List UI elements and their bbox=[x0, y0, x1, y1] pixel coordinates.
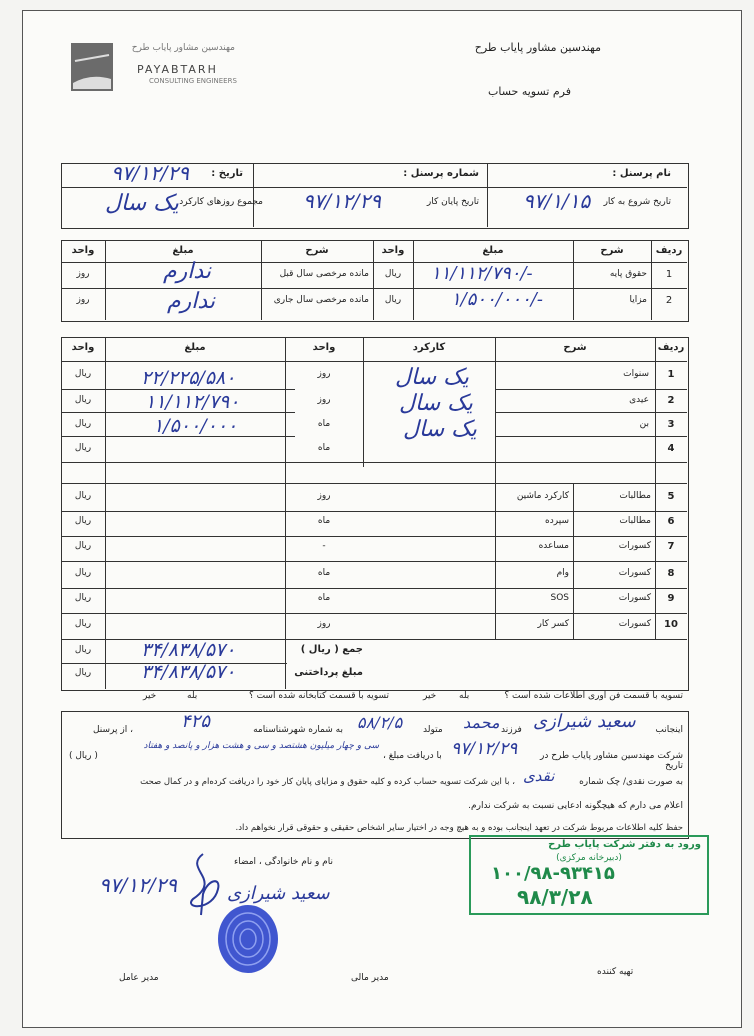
t1-header-amount: مبلغ bbox=[482, 245, 504, 256]
t2-row8-n: 8 bbox=[667, 568, 675, 579]
date-label: تاریخ : bbox=[211, 168, 243, 179]
t2-row9-sub: SOS bbox=[550, 593, 569, 603]
logo-sub: CONSULTING ENGINEERS bbox=[149, 77, 237, 85]
t2-row1-desc: سنوات bbox=[623, 369, 649, 379]
t2-row10-unit2: ریال bbox=[74, 619, 92, 629]
t2-header-desc: شرح bbox=[563, 342, 587, 353]
decl-l3-a: به صورت نقدی/ چک شماره bbox=[579, 777, 683, 787]
decl-l1-e: ، از پرسنل bbox=[92, 725, 133, 735]
payable-unit: ریال bbox=[74, 668, 92, 678]
footer-ceo: مدیر عامل bbox=[119, 973, 159, 983]
t1-row2-n: 2 bbox=[665, 295, 673, 306]
t2-row2-n: 2 bbox=[667, 395, 675, 406]
decl-l3-hw: نقدی bbox=[523, 767, 555, 785]
t2-row3-n: 3 bbox=[667, 419, 675, 430]
t2-row6-unit2: ریال bbox=[74, 516, 92, 526]
decl-name-hw: سعید شیرازی bbox=[533, 711, 636, 732]
logo-mark-icon bbox=[71, 43, 113, 91]
t2-row10-unit: روز bbox=[317, 619, 331, 629]
q2-yes[interactable]: بله bbox=[187, 691, 198, 701]
end-value: ۹۷/۱۲/۲۹ bbox=[303, 189, 381, 213]
t2-header-work: کارکرد bbox=[412, 342, 446, 353]
settlement-form bbox=[22, 10, 742, 1028]
t1-row1-desc2: مانده مرخصی سال قبل bbox=[279, 269, 369, 279]
t2-row8-sub: وام bbox=[556, 568, 569, 578]
t2-row7-sub: مساعده bbox=[538, 541, 569, 551]
logo-fa: مهندسین مشاور پایاب طرح bbox=[131, 43, 235, 53]
t2-row5-desc: مطالبات bbox=[619, 491, 651, 501]
start-value: ۹۷/۱/۱۵ bbox=[523, 189, 591, 213]
stamp-number: ۱۰۰/۹۸-۹۳۴۱۵ bbox=[491, 863, 615, 884]
t1-row2-amount: ۱/۵۰۰/۰۰۰/- bbox=[451, 289, 543, 310]
total-label: جمع ( ریال ) bbox=[300, 644, 363, 655]
t1-row1-amount2: ندارم bbox=[163, 259, 212, 284]
t2-row2-amount: ۱۱/۱۱۲/۷۹۰ bbox=[145, 391, 240, 413]
t2-header-row: ردیف bbox=[657, 342, 685, 353]
t2-row5-n: 5 bbox=[667, 491, 675, 502]
t2-row6-unit: ماه bbox=[317, 516, 331, 526]
decl-l5: حفظ کلیه اطلاعات مربوط شرکت در تعهد اینجانب بوده و به هیچ وجه در اختیار سایر اشخاص حقیقی و حقوقی قرار نخواهم داد. bbox=[235, 823, 683, 833]
personnel-no-label: شماره پرسنل : bbox=[403, 168, 479, 179]
t2-header-unit2: واحد bbox=[71, 342, 95, 353]
decl-l2-b: ، با دریافت مبلغ bbox=[383, 751, 442, 761]
reception-stamp bbox=[469, 835, 709, 915]
total-days-value: یک سال bbox=[105, 191, 179, 216]
t2-row3-unit2: ریال bbox=[74, 419, 92, 429]
t2-row8-desc: کسورات bbox=[618, 568, 651, 578]
t2-row1-n: 1 bbox=[667, 369, 675, 380]
t2-row5-unit: روز bbox=[317, 491, 331, 501]
decl-l2-c: ( ریال ) bbox=[69, 751, 98, 761]
t2-row1-work: یک سال bbox=[395, 365, 469, 390]
stamp-sub: (دبیرخانه مرکزی) bbox=[556, 853, 622, 863]
t2-row6-desc: مطالبات bbox=[619, 516, 651, 526]
payable-value: ۳۴/۸۳۸/۵۷۰ bbox=[141, 661, 236, 683]
sign-label: نام و نام خانوادگی ، امضاء bbox=[233, 857, 333, 867]
t1-row1-unit2: روز bbox=[76, 269, 90, 279]
t2-row5-sub: کارکرد ماشین bbox=[516, 491, 569, 501]
t2-row10-desc: کسورات bbox=[618, 619, 651, 629]
t2-row7-desc: کسورات bbox=[618, 541, 651, 551]
q1-no[interactable]: خیر bbox=[423, 691, 437, 701]
stamp-title: ورود به دفتر شرکت پایاب طرح bbox=[548, 839, 701, 850]
t2-row1-unit: روز bbox=[317, 369, 331, 379]
decl-l4: اعلام می دارم که هیچگونه ادعایی نسبت به شرکت ندارم. bbox=[468, 801, 683, 811]
t2-row7-n: 7 bbox=[667, 541, 675, 552]
date-value: ۹۷/۱۲/۲۹ bbox=[111, 161, 189, 185]
q1-text: تسویه با قسمت فن اوری اطلاعات شده است ؟ bbox=[504, 691, 683, 701]
t2-row2-work: یک سال bbox=[399, 391, 473, 416]
name-label: نام پرسنل : bbox=[612, 168, 671, 179]
t1-header-unit2: واحد bbox=[71, 245, 95, 256]
t2-row4-n: 4 bbox=[667, 443, 675, 454]
t1-row2-unit2: روز bbox=[76, 295, 90, 305]
sign-date-hw: ۹۷/۱۲/۲۹ bbox=[99, 873, 177, 897]
decl-l2-date-hw: ۹۷/۱۲/۲۹ bbox=[451, 739, 518, 759]
t2-row3-unit: ماه bbox=[317, 419, 331, 429]
t2-row4-unit: ماه bbox=[317, 443, 331, 453]
t2-row9-desc: کسورات bbox=[618, 593, 651, 603]
company-logo bbox=[71, 39, 261, 99]
payable-label: مبلغ پرداختنی bbox=[294, 667, 363, 678]
t2-row3-work: یک سال bbox=[403, 417, 477, 442]
sign-name-hw: سعید شیرازی bbox=[227, 883, 330, 904]
t2-header-unit: واحد bbox=[312, 342, 336, 353]
t2-row2-unit2: ریال bbox=[74, 395, 92, 405]
t2-row3-amount: ۱/۵۰۰/۰۰۰ bbox=[153, 415, 238, 437]
decl-father-hw: محمد bbox=[463, 713, 500, 732]
t1-row2-desc2: مانده مرخصی سال جاری bbox=[273, 295, 369, 305]
t1-row1-n: 1 bbox=[665, 269, 673, 280]
footer-finance: مدیر مالی bbox=[351, 973, 389, 983]
form-title: فرم تسویه حساب bbox=[488, 85, 571, 98]
t1-row2-amount2: ندارم bbox=[167, 289, 216, 314]
decl-l1-b: فرزند bbox=[501, 725, 522, 735]
company-name: مهندسین مشاور پایاب طرح bbox=[474, 41, 601, 54]
q2-text: تسویه با قسمت کتابخانه شده است ؟ bbox=[248, 691, 389, 701]
t1-row1-unit: ریال bbox=[384, 269, 402, 279]
decl-l1-d: به شماره شهرشناسنامه bbox=[253, 725, 343, 735]
stamp-date: ۹۸/۳/۲۸ bbox=[517, 885, 593, 909]
t2-row1-unit2: ریال bbox=[74, 369, 92, 379]
q1-yes[interactable]: بله bbox=[459, 691, 470, 701]
t1-row1-desc: حقوق پایه bbox=[609, 269, 647, 279]
t1-header-row: ردیف bbox=[655, 245, 683, 256]
start-label: تاریخ شروع به کار bbox=[603, 197, 671, 207]
t2-row9-unit: ماه bbox=[317, 593, 331, 603]
q2-no[interactable]: خیر bbox=[143, 691, 157, 701]
t2-row5-unit2: ریال bbox=[74, 491, 92, 501]
t1-row2-unit: ریال bbox=[384, 295, 402, 305]
decl-l2-amount-hw: سی و چهار میلیون هشتصد و سی و هشت هزار و پانصد و هفتاد bbox=[143, 741, 379, 751]
t2-row8-unit: ماه bbox=[317, 568, 331, 578]
t2-row8-unit2: ریال bbox=[74, 568, 92, 578]
t2-row2-unit: روز bbox=[317, 395, 331, 405]
footer-preparer: تهیه کننده bbox=[597, 967, 634, 977]
t1-header-desc: شرح bbox=[600, 245, 624, 256]
total-value: ۳۴/۸۳۸/۵۷۰ bbox=[141, 639, 236, 661]
t1-header-amount2: مبلغ bbox=[172, 245, 194, 256]
t2-row3-desc: بن bbox=[639, 419, 649, 429]
t2-row4-unit2: ریال bbox=[74, 443, 92, 453]
decl-l2-a: شرکت مهندسین مشاور پایاب طرح در تاریخ bbox=[540, 751, 683, 771]
decl-id-hw: ۴۲۵ bbox=[181, 711, 211, 732]
decl-birth-hw: ۵۸/۲/۵ bbox=[357, 713, 403, 732]
t2-header-amount: مبلغ bbox=[184, 342, 206, 353]
end-label: تاریخ پایان کار bbox=[426, 197, 479, 207]
t1-header-unit: واحد bbox=[381, 245, 405, 256]
t2-row1-amount: ۲۲/۲۲۵/۵۸۰ bbox=[141, 367, 236, 389]
logo-en: PAYABTARH bbox=[137, 63, 218, 76]
t2-row7-unit2: ریال bbox=[74, 541, 92, 551]
t1-row2-desc: مزایا bbox=[629, 295, 647, 305]
t2-row10-n: 10 bbox=[664, 619, 678, 630]
t2-row6-sub: سپرده bbox=[545, 516, 569, 526]
t2-row6-n: 6 bbox=[667, 516, 675, 527]
fingerprint-icon bbox=[213, 901, 283, 977]
decl-l1-a: اینجانب bbox=[655, 725, 683, 735]
t2-row2-desc: عیدی bbox=[629, 395, 649, 405]
t1-row1-amount: ۱۱/۱۱۲/۷۹۰/- bbox=[431, 263, 533, 284]
t1-header-desc2: شرح bbox=[305, 245, 329, 256]
t2-row10-sub: کسر کار bbox=[537, 619, 569, 629]
t2-row9-n: 9 bbox=[667, 593, 675, 604]
total-unit: ریال bbox=[74, 645, 92, 655]
decl-l1-c: متولد bbox=[423, 725, 443, 735]
total-days-label: مجموع روزهای کارکرد bbox=[179, 197, 263, 207]
decl-l3-b: ، با این شرکت تسویه حساب کرده و کلیه حقوق و مزایای پایان کار خود را دریافت کرده‌ام و در کمال صحت bbox=[140, 777, 515, 787]
t2-row7-unit: - bbox=[322, 541, 326, 551]
t2-row9-unit2: ریال bbox=[74, 593, 92, 603]
